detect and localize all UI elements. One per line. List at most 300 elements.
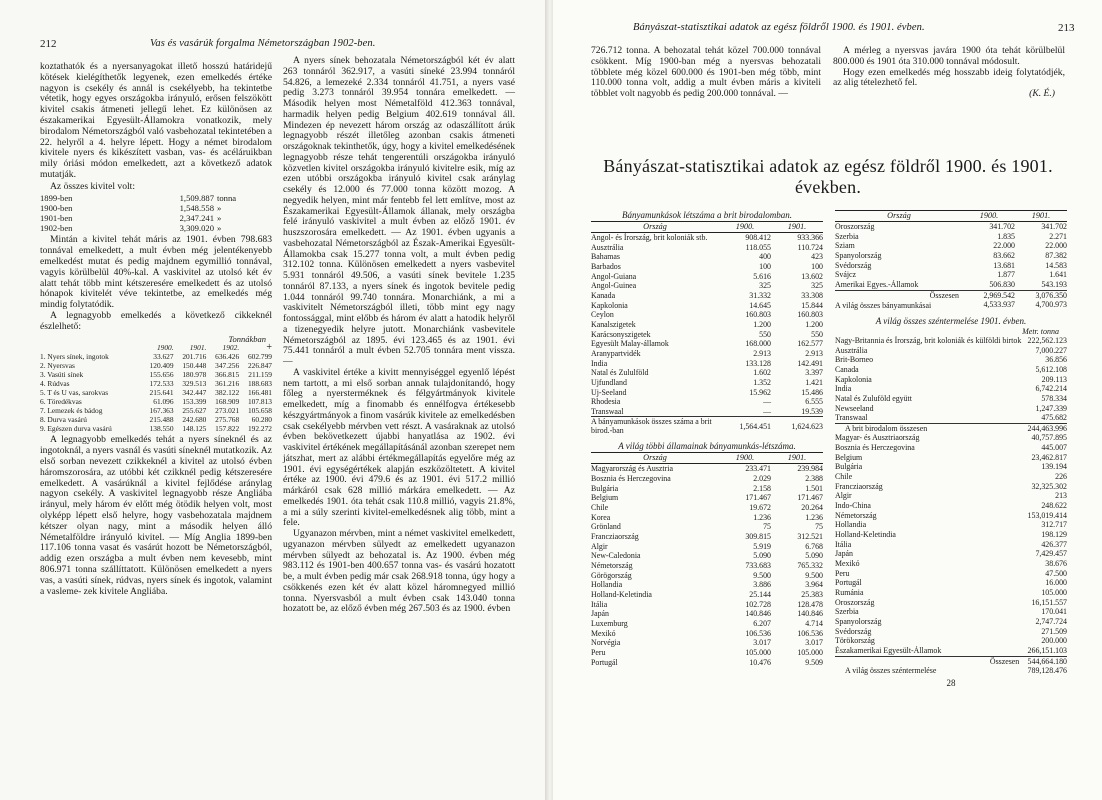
cell-label: Bulgária <box>591 483 619 493</box>
cell: 6.207 <box>753 618 771 628</box>
table-row <box>835 540 1067 550</box>
table-row <box>835 617 1067 627</box>
right-page <box>553 0 1102 800</box>
cell-label: Kapkolonia <box>835 374 872 384</box>
cell: 226.847 <box>247 361 272 371</box>
cell: 100 <box>759 261 771 271</box>
cell: 215.641 <box>149 387 174 397</box>
table-row <box>835 559 1067 569</box>
cell: 341.702 <box>989 222 1015 231</box>
cell: 107.813 <box>247 396 272 406</box>
export-row <box>40 193 236 203</box>
table-row <box>835 491 1067 501</box>
table-row <box>591 339 823 349</box>
table-total-row <box>835 290 1067 300</box>
table-row <box>835 520 1067 530</box>
cell: 222,562.123 <box>1027 335 1067 345</box>
table-row <box>591 310 823 320</box>
cell-label: Svédország <box>835 260 872 270</box>
cell: 168.909 <box>215 396 240 406</box>
cell-label: Összesen <box>835 656 1023 666</box>
table-row <box>835 404 1067 414</box>
paragraph: A legnagyobb emelkedés tehát a nyers síneknél és az ingotoknál, a nyers vasnál és vasúti síneknél mutatkozik. Az első sorban nevezett czikkeknél a kivitel az utolsó évben háromszorosára, az utóbbi két czikknél pedig kétszeresére emelkedett. A vasárúknál a kivitel fejlődése aránylag nagyon csekély. A vaskivitel legnagyobb része Angliába irányul, mely három év előtt még ötödik helyen volt, most olyképp lépett első helyre, hogy vasbehozatala majdnem kétszer olyan nagy, mint a második helyen álló Németalföldre irányuló kivitel. — Míg Anglia 1899-ben 117.106 tonna vasat és vasárút hozott be Németországból, addig ezen országba a mult évben nem kevesebb, mint 806.971 tonna szállíttatott. Különösen emelkedett a nyers vas, a vasúti sínek, rúdvas, nyers sínek és ingotok, valamint a vasleme- zek kivitele Angliába. <box>40 434 272 597</box>
cell: 160.803 <box>745 310 771 320</box>
cell-label: Németország <box>835 510 877 520</box>
cell: 110.724 <box>797 242 823 252</box>
table-heading: A világ összes széntermelése 1901. évben. <box>875 315 1027 326</box>
cell-label: Bahamas <box>591 252 620 262</box>
export-table <box>40 193 236 234</box>
col-header-1900: 1900. <box>719 222 771 233</box>
cell-label: Ausztrália <box>591 242 624 252</box>
cell: 602.799 <box>247 352 272 362</box>
table-row <box>591 522 823 532</box>
cell: 9.509 <box>805 657 823 667</box>
cell: 166.481 <box>247 387 272 397</box>
cell: 170.041 <box>1041 607 1067 617</box>
table-row <box>835 384 1067 394</box>
left-page <box>0 0 545 800</box>
trade-header: 1901. <box>189 343 207 353</box>
cell: 3.017 <box>805 638 823 648</box>
cell-label: Oroszország <box>835 222 875 231</box>
cell-label: Natal és Zululföld <box>591 368 649 378</box>
cell-label: Peru <box>591 647 606 657</box>
table-row <box>835 569 1067 579</box>
cell-label: Spanyolország <box>835 616 882 626</box>
export-value: 3,309.020 <box>179 223 214 234</box>
cell-label: Holland-Keletindia <box>835 530 896 540</box>
table-row <box>591 397 823 407</box>
cell: 3,076.350 <box>1015 290 1067 300</box>
left-column-2 <box>283 56 515 615</box>
cell: — <box>763 406 771 416</box>
table-heading: Bányamunkások létszáma a brit birodalomban. <box>622 210 792 220</box>
cell: 1,624.623 <box>771 417 823 436</box>
table-row <box>40 425 272 434</box>
cell: 400 <box>759 252 771 262</box>
table-row <box>591 378 823 388</box>
cell: 15.486 <box>801 387 823 397</box>
cell: 1.236 <box>753 512 771 522</box>
cell: 19.539 <box>801 406 823 416</box>
cell-label: Chile <box>591 503 609 513</box>
cell: 213 <box>1055 491 1067 501</box>
table-row <box>591 561 823 571</box>
cell-label: Canada <box>835 364 859 374</box>
table-row <box>591 349 823 359</box>
table-row <box>591 609 823 619</box>
cell-label: Németország <box>591 561 633 571</box>
cell: 341.702 <box>1041 222 1067 231</box>
table-row <box>591 368 823 378</box>
cell: 2.029 <box>753 474 771 484</box>
cell-label: India <box>835 384 852 394</box>
table-row <box>835 598 1067 608</box>
cell: 544,664.180 <box>1023 656 1067 666</box>
cell: 140.846 <box>745 609 771 619</box>
cell: 266,151.103 <box>1027 645 1067 655</box>
table-row <box>835 394 1067 404</box>
cell: 167.363 <box>149 405 174 415</box>
cell: 9.500 <box>753 570 771 580</box>
cell: 106.536 <box>745 628 771 638</box>
cell-label: A brit birodalom összesen <box>835 423 1023 433</box>
table-header-row <box>591 222 823 233</box>
table-row <box>591 359 823 369</box>
cell-label: Peru <box>835 568 850 578</box>
cell: 1.200 <box>805 319 823 329</box>
table-total-row <box>835 656 1067 666</box>
cell-label: Sziam <box>835 241 855 251</box>
cell: 329.513 <box>182 378 207 388</box>
cell: 2,747.724 <box>1035 616 1067 626</box>
col-header-1901: 1901. <box>1015 211 1067 222</box>
export-unit: » <box>217 202 222 213</box>
cell: 153.399 <box>182 396 207 406</box>
table-row <box>835 578 1067 588</box>
cell-label: Norvégia <box>591 638 621 648</box>
cell-label: Ausztrália <box>835 345 868 355</box>
cell: 789,128.476 <box>1027 666 1067 676</box>
cell: 5.090 <box>753 551 771 561</box>
table-row <box>591 243 823 253</box>
table-row <box>591 629 823 639</box>
table-row <box>591 600 823 610</box>
table-heading: A világ többi államainak bányamunkás-létszáma. <box>618 441 796 452</box>
cell-label: Kanada <box>591 290 616 300</box>
cell-label: Angol- és Írország, brit koloniák stb. <box>591 233 708 242</box>
cell-label: Hollandia <box>835 520 867 530</box>
cell-label: Szerbia <box>835 231 859 241</box>
cell: 60.280 <box>251 414 272 424</box>
table-row <box>591 551 823 561</box>
cell-label: Belgium <box>591 493 619 503</box>
world-tables-block <box>835 210 1067 688</box>
table-row <box>835 270 1067 280</box>
table-row <box>835 261 1067 271</box>
table-row <box>835 222 1067 232</box>
col-header-1901: 1901. <box>771 453 823 464</box>
cell-label: Hollandia <box>591 580 623 590</box>
cell-label: Japán <box>835 549 853 559</box>
cell: 105.000 <box>797 647 823 657</box>
cell-label: 2. Nyersvas <box>40 361 75 371</box>
cell: 133.128 <box>745 358 771 368</box>
cell: 75 <box>815 522 823 532</box>
table-row <box>591 503 823 513</box>
table-row <box>835 241 1067 251</box>
paragraph: A vaskivitel értéke a kivitt mennyiséggel egyenlő lépést nem tartott, a mi első sorban annak tulajdonítandó, hogy főleg a nyersterméknek és félgyártmányok kivitele emelkedett, míg a finomabb és ennélfogva értékesebb készgyártmányok a finom vasárúk kivitele az emelkedésben csak csekélyebb mérvben vett részt. A vasáraknak az utolsó évben bekövetkezett újabbi hanyatlása az 1902. évi vaskivitel értékének megállapításánál azonban szerepet nem játszhat, mert az alábbi értékmegállapítás egyelőre még az 1901. évi egységértékek alapján eszközöltetett. A kivitel értéke az 1900. évi 479.6 és az 1901. évi 517.2 millió márkáról csak 628 millió márkára emelkedett. — Az emelkedés 1901. óta tehát csak 110.8 millió, vagyis 21.8%, a mi a súly szerinti kivitel-emelkedésnek alig több, mint a fele. <box>283 366 515 529</box>
cell: 5.616 <box>753 271 771 281</box>
cell: 271.509 <box>1041 626 1067 636</box>
cell: 309.815 <box>745 532 771 542</box>
cell: 426.377 <box>1041 539 1067 549</box>
table-row <box>835 453 1067 463</box>
cell: 168.000 <box>745 339 771 349</box>
cell: 200.000 <box>1041 636 1067 646</box>
cell: 19.672 <box>749 503 771 513</box>
cell-label: Ceylon <box>591 310 614 320</box>
table-row <box>591 542 823 552</box>
table-row <box>591 658 823 668</box>
table-row <box>591 330 823 340</box>
cell: 506.830 <box>989 279 1015 289</box>
table-row <box>835 336 1067 346</box>
cell-label: Bosznia és Herczegovina <box>835 443 915 453</box>
paragraph: 726.712 tonna. A behozatal tehát közel 700.000 tonnával csökkent. Míg 1900-ban még a nyersvas behozatali többlete még közel 600.000 és 1901-ben még több, mint 110.000 tonna volt, addig a mult évben máris a kiviteli többlet volt nagyobb és pedig 200.000 tonnával. — <box>591 45 821 100</box>
cell: 312.521 <box>797 532 823 542</box>
cell-label: India <box>591 358 608 368</box>
cell: 23,462.817 <box>1031 452 1067 462</box>
cell-label: A bányamunkások összes száma a brit birod.-ban <box>591 417 719 436</box>
cell-label: Indo-China <box>835 501 871 511</box>
page-number: 212 <box>40 38 57 50</box>
cell-label: Spanyolország <box>835 250 882 260</box>
cell: 242.680 <box>182 414 207 424</box>
cell-label: Newseeland <box>835 403 874 413</box>
table-row <box>591 272 823 282</box>
unit-label: Metr. tonna <box>1022 326 1059 336</box>
cell: 201.716 <box>182 352 207 362</box>
export-label: Az összes kivitel volt: <box>50 180 135 192</box>
intro-text-left <box>591 46 821 100</box>
table-row <box>591 590 823 600</box>
cell: 4.714 <box>805 618 823 628</box>
cell: 5.090 <box>805 551 823 561</box>
cell: 636.426 <box>215 352 240 362</box>
cell-label: 8. Durva vasárú <box>40 414 87 424</box>
table-row <box>591 407 823 417</box>
cell-label: Japán <box>591 609 609 619</box>
table-header-row <box>591 453 823 464</box>
cell-label: Kanalszigetek <box>591 319 636 329</box>
trade-header: 1900. <box>156 343 174 353</box>
cell: 325 <box>759 281 771 291</box>
cell: 25.144 <box>749 590 771 599</box>
table-row <box>591 493 823 503</box>
cell-label: Portugál <box>591 657 618 667</box>
cell-label: Transwaal <box>835 413 868 423</box>
trade-header: 1902. <box>222 343 240 353</box>
cell-label: New-Caledonia <box>591 551 641 561</box>
cell: 25.383 <box>801 590 823 599</box>
cell: 128.478 <box>797 599 823 609</box>
cell-label: Karácsonyszigetek <box>591 329 651 339</box>
cell: 342.447 <box>182 387 207 397</box>
table-row <box>835 588 1067 598</box>
cell: 105.000 <box>745 647 771 657</box>
running-head: Vas és vasárúk forgalma Németországban 1902-ben. <box>150 38 376 49</box>
cell: 83.662 <box>993 250 1015 260</box>
cell: 153,019.414 <box>1027 510 1067 520</box>
cell-label: Svájcz <box>835 270 857 280</box>
cell: 14.645 <box>749 300 771 310</box>
col-header-1901: 1901. <box>771 222 823 233</box>
trade-table <box>40 344 272 433</box>
cell-label: Ujfundland <box>591 377 627 387</box>
cell: 22.000 <box>1045 241 1067 251</box>
cell: 2.271 <box>1049 231 1067 241</box>
cell: 198.129 <box>1041 530 1067 540</box>
cell: 118.055 <box>745 242 771 252</box>
cell-label: Északamerikai Egyesült-Államok <box>835 645 942 655</box>
cell: 32,325.302 <box>1031 481 1067 491</box>
cell-label: Belgium <box>835 452 863 462</box>
cell-label: Összesen <box>835 290 963 300</box>
cell-label: Barbados <box>591 261 621 271</box>
cell: 150.448 <box>182 361 207 371</box>
cell-label: Szerbia <box>835 607 859 617</box>
table-row <box>591 388 823 398</box>
cell: 172.533 <box>149 378 174 388</box>
cell: 382.122 <box>215 387 240 397</box>
cell-label: A világ összes széntermelése <box>845 666 937 676</box>
cell: 155.656 <box>149 370 174 380</box>
cell: 15.844 <box>801 300 823 310</box>
cell-label: Chile <box>835 472 853 482</box>
cell: 100 <box>811 261 823 271</box>
export-year: 1901-ben <box>40 212 73 223</box>
cell: 40,757.895 <box>1031 433 1067 443</box>
export-unit: » <box>217 223 222 234</box>
table-row <box>835 413 1067 423</box>
cell: 171.467 <box>745 493 771 503</box>
cell-label: 9. Egészen durva vasárú <box>40 423 112 433</box>
cell: 4,533.937 <box>983 300 1015 310</box>
cell-label: Oroszország <box>835 597 875 607</box>
cell-label: Angol-Guiana <box>591 271 637 281</box>
cell: 138.550 <box>149 423 174 433</box>
cell: 6.555 <box>805 397 823 407</box>
cell-label: Nagy-Britannia és Írország, brit koloniák és külföldi birtok <box>835 335 1022 345</box>
export-row <box>40 203 236 213</box>
cell: 275.768 <box>215 414 240 424</box>
table-row <box>591 320 823 330</box>
trade-caption: Tonnákban <box>228 333 266 344</box>
cell: 3.397 <box>805 368 823 378</box>
trade-header: + <box>266 342 272 354</box>
cell-label: Itália <box>591 599 608 609</box>
table-grand-total-row <box>835 666 1067 676</box>
cell: 16,151.557 <box>1031 597 1067 607</box>
table-total-row <box>835 423 1067 433</box>
book-gutter <box>545 0 553 800</box>
table-row <box>835 365 1067 375</box>
cell-label: 7. Lemezek és bádog <box>40 405 103 415</box>
paragraph: Ugyanazon mérvben, mint a német vaskivitel emelkedett, ugyanazon mérvben sülyedt az emelkedett ugyanazon mérvben sülyedt az behozatal is. Az 1900. évben még 983.112 és 1901-ben 400.657 tonna vas- és vasárú hozatott be, a mult évben pedig már csak 268.918 tonna, úgy hogy a csökkenés ezen két év alatt közel háromnegyed millió tonna. Nyersvasból a mult évben csak 143.040 tonna hozatott be, az előző évben még 267.503 és az 1900. évben <box>283 528 515 615</box>
cell: 248.622 <box>1041 501 1067 511</box>
cell-label: Rhodesia <box>591 397 621 407</box>
cell-label: Egyesült Malay-államok <box>591 339 669 349</box>
cell: 33.627 <box>153 352 174 362</box>
cell: 1.641 <box>1049 270 1067 280</box>
table-row <box>835 549 1067 559</box>
cell-label: Algir <box>591 541 608 551</box>
cell: 6.768 <box>805 541 823 551</box>
cell-label: Mexikó <box>591 628 616 638</box>
world-miners-table <box>591 452 823 667</box>
table-row <box>835 511 1067 521</box>
cell: 33.308 <box>801 290 823 300</box>
cell: 2.913 <box>805 348 823 358</box>
cell: 244,463.996 <box>1023 423 1067 433</box>
cell: 180.978 <box>182 370 207 380</box>
page-title: Bányászat-statisztikai adatok az egész földről 1900. és 1901. években. <box>603 156 1053 197</box>
export-unit: tonna <box>217 192 237 203</box>
world-miners-table-continued <box>835 210 1067 310</box>
table-row <box>835 433 1067 443</box>
cell-label: Mexikó <box>835 559 860 568</box>
table-row <box>591 648 823 658</box>
export-value: 1,548.558 <box>179 202 214 213</box>
table-row <box>591 281 823 291</box>
table-row <box>835 443 1067 453</box>
cell: 445.007 <box>1041 443 1067 453</box>
coal-production-table <box>835 336 1067 676</box>
cell-label: 4. Rúdvas <box>40 378 70 388</box>
cell-label: Törökország <box>835 636 875 646</box>
cell-label: Francziaország <box>835 481 883 491</box>
cell: 139.194 <box>1041 462 1067 472</box>
table-row <box>835 232 1067 242</box>
cell: 550 <box>811 329 823 339</box>
cell: 361.216 <box>215 378 240 388</box>
cell: 15.962 <box>749 387 771 397</box>
export-row <box>40 223 236 233</box>
cell-label: Kapkolonia <box>591 300 628 310</box>
col-header-country: Ország <box>591 222 719 233</box>
cell: 3.017 <box>753 638 771 648</box>
cell: 1.200 <box>753 319 771 329</box>
cell: 3.964 <box>805 580 823 590</box>
cell-label: Holland-Keletindia <box>591 590 652 599</box>
table-row <box>591 301 823 311</box>
cell-label: Natal és Zuluföld együtt <box>835 393 912 403</box>
cell-label: Rumánia <box>835 587 864 597</box>
cell: 148.125 <box>182 423 207 433</box>
cell-label: Svédország <box>835 626 872 636</box>
cell-label: Amerikai Egyes.-Államok <box>835 279 919 289</box>
paragraph: koztathatók és a nyersanyagokat illető hosszú határidejű kötések kielégíthetők legyenek, ezen emelkedés értéke nagyon is csekély és annál is csekélyebb, ha tekintetbe vétetik, hogy egyes országokba irányuló, erősen felszökött kivitel csakis átmeneti jellegű lehet. Ez különösen az északamerikai Egyesült-Államokra vonatkozik, mely birodalom Németországból való vasbehozatal tekintetében a 22. helyről a 4. helyre lépett. Hogy a német birodalom kivitele nyers és kikészített vasban, vas- és acéláruikban mily óriási módon emelkedett, azt a következő adatok mutatják. <box>40 61 272 180</box>
cell: 2.388 <box>805 474 823 484</box>
cell: 366.815 <box>215 370 240 380</box>
cell-label: 5. T és U vas, sarokvas <box>40 387 109 397</box>
cell: 1.835 <box>997 231 1015 241</box>
cell: 1.421 <box>805 377 823 387</box>
cell: 13.602 <box>801 271 823 281</box>
cell-label: Uj-Seeland <box>591 387 627 397</box>
cell: 120.409 <box>149 361 174 371</box>
cell: 1.352 <box>753 377 771 387</box>
cell: 106.536 <box>797 628 823 638</box>
table-row <box>591 262 823 272</box>
cell: 226 <box>1055 472 1067 482</box>
table-row <box>591 233 823 243</box>
table-row <box>591 513 823 523</box>
cell: 75 <box>763 522 771 532</box>
cell: 733.683 <box>745 561 771 571</box>
paragraph: Mintán a kivitel tehát máris az 1901. évben 798.683 tonnával emelkedett, a mult évben még jelentékenyebb emelkedést mutat és pedig majdnem egymillió tonnával, vagyis körülbelül 40%-kal. A vaskivitel az utolsó két év alatt tehát több mint kétszeresére emelkedett és az utolsó hónapok kivitelét véve tekintetbe, az emelkedés még mindig folytatódik. <box>40 234 272 311</box>
cell: 1.877 <box>997 270 1015 280</box>
table-row <box>591 571 823 581</box>
table-row <box>591 252 823 262</box>
table-row <box>835 530 1067 540</box>
cell-label: 3. Vasúti sínek <box>40 370 84 380</box>
cell: 142.491 <box>797 358 823 368</box>
cell: 188.683 <box>247 378 272 388</box>
col-header-1900: 1900. <box>719 453 771 464</box>
